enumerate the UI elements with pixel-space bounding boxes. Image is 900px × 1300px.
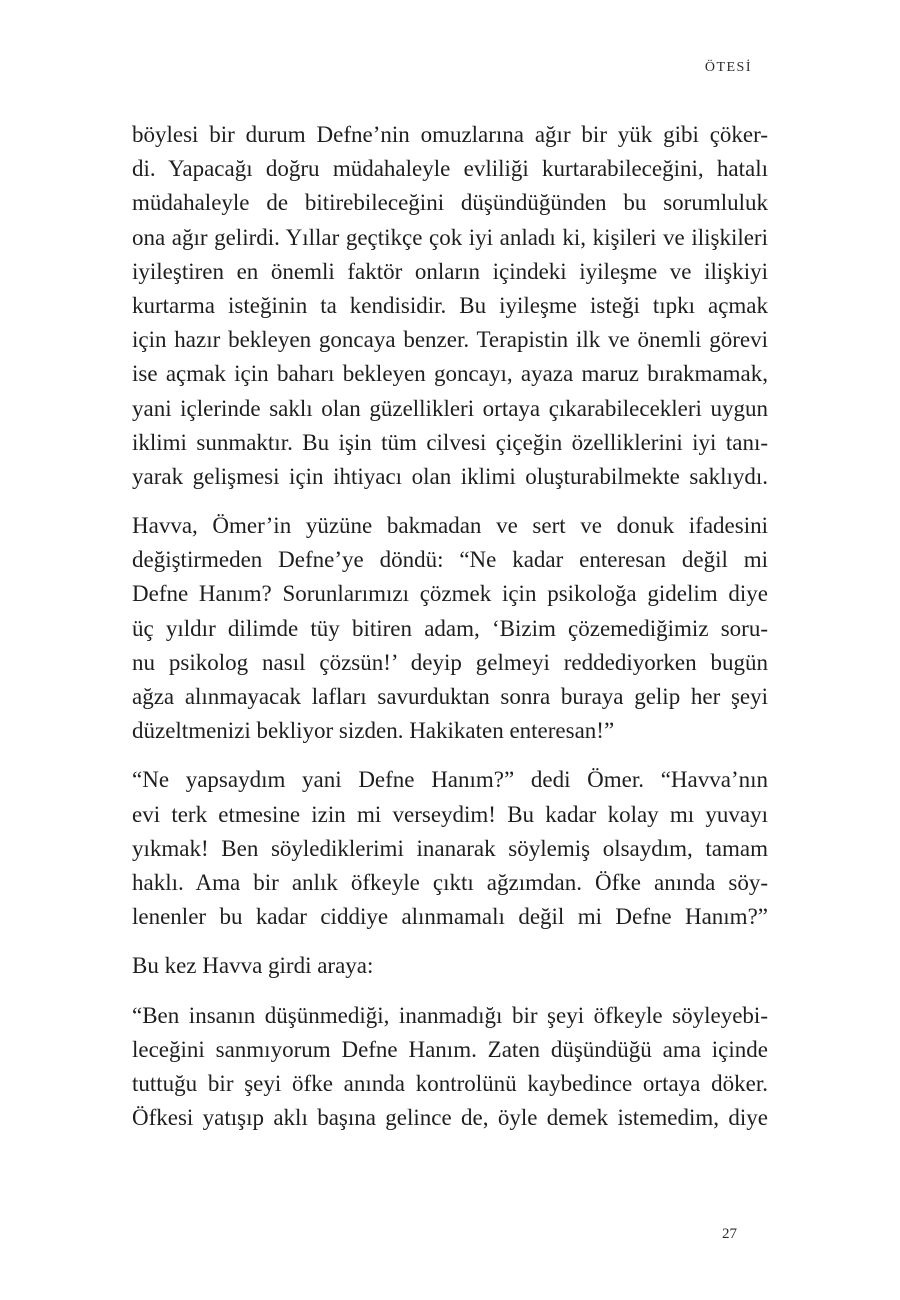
text-line: ona ağır gelirdi. Yıllar geçtikçe çok iyi anladı ki, kişileri ve ilişkileri xyxy=(132,224,768,250)
text-line: Bu kez Havva girdi araya: xyxy=(132,953,374,979)
text-line: “Ben insanın düşünmediği, inanmadığı bir şeyi öfkeyle söyleyebi- xyxy=(132,1002,768,1028)
text-line: leceğini sanmıyorum Defne Hanım. Zaten düşündüğü ama içinde xyxy=(132,1036,768,1062)
text-line: ağza alınmayacak lafları savurduktan sonra buraya gelip her şeyi xyxy=(132,684,768,709)
text-line: di. Yapacağı doğru müdahaleyle evliliği kurtarabileceğini, hatalı xyxy=(132,156,768,182)
text-line: haklı. Ama bir anlık öfkeyle çıktı ağzımdan. Öfke anında söy- xyxy=(132,869,768,895)
text-line: müdahaleyle de bitirebileceğini düşündüğünden bu sorumluluk xyxy=(132,190,768,216)
paragraph-4 xyxy=(132,949,768,983)
text-line: Defne Hanım? Sorunlarımızı çözmek için psikoloğa gidelim diye xyxy=(132,581,768,607)
paragraph-1 xyxy=(132,118,768,494)
text-line: böylesi bir durum Defne’nin omuzlarına ağır bir yük gibi çöker- xyxy=(132,122,768,147)
text-line: Öfkesi yatışıp aklı başına gelince de, öyle demek istemedim, diye xyxy=(132,1105,768,1131)
text-line: iyileştiren en önemli faktör onların içindeki iyileşme ve ilişkiyi xyxy=(132,258,768,284)
paragraph-3 xyxy=(132,763,768,934)
text-line: lenenler bu kadar ciddiye alınmamalı değil mi Defne Hanım?” xyxy=(132,904,768,930)
paragraph-5 xyxy=(132,999,768,1136)
text-line: değiştirmeden Defne’ye döndü: “Ne kadar enteresan değil mi xyxy=(132,547,768,573)
text-line: üç yıldır dilimde tüy bitiren adam, ‘Bizim çözemediğimiz soru- xyxy=(132,615,768,641)
text-line: evi terk etmesine izin mi verseydim! Bu kadar kolay mı yuvayı xyxy=(132,801,768,827)
text-line: tuttuğu bir şeyi öfke anında kontrolünü kaybedince ortaya döker. xyxy=(132,1070,768,1096)
text-line: nu psikolog nasıl çözsün!’ deyip gelmeyi reddediyorken bugün xyxy=(132,649,768,675)
text-line: yıkmak! Ben söylediklerimi inanarak söylemiş olsaydım, tamam xyxy=(132,835,768,861)
text-line: yani içlerinde saklı olan güzellikleri ortaya çıkarabilecekleri uygun xyxy=(132,395,768,421)
text-line: ise açmak için baharı bekleyen goncayı, ayaza maruz bırakmamak, xyxy=(132,361,768,387)
running-header: ÖTESİ xyxy=(704,60,752,75)
text-line: için hazır bekleyen goncaya benzer. Terapistin ilk ve önemli görevi xyxy=(132,327,768,353)
page-number: 27 xyxy=(722,1226,737,1242)
body-text xyxy=(132,118,768,1150)
text-line: düzeltmenizi bekliyor sizden. Hakikaten enteresan!” xyxy=(132,718,615,744)
text-line: kurtarma isteğinin ta kendisidir. Bu iyileşme isteği tıpkı açmak xyxy=(132,292,768,318)
text-line: yarak gelişmesi için ihtiyacı olan iklimi oluşturabilmekte saklıydı. xyxy=(132,463,768,489)
paragraph-2 xyxy=(132,509,768,748)
text-line: iklimi sunmaktır. Bu işin tüm cilvesi çiçeğin özelliklerini iyi tanı- xyxy=(132,429,768,455)
text-line: Havva, Ömer’in yüzüne bakmadan ve sert ve donuk ifadesini xyxy=(132,513,768,539)
text-line: “Ne yapsaydım yani Defne Hanım?” dedi Ömer. “Havva’nın xyxy=(132,767,768,793)
